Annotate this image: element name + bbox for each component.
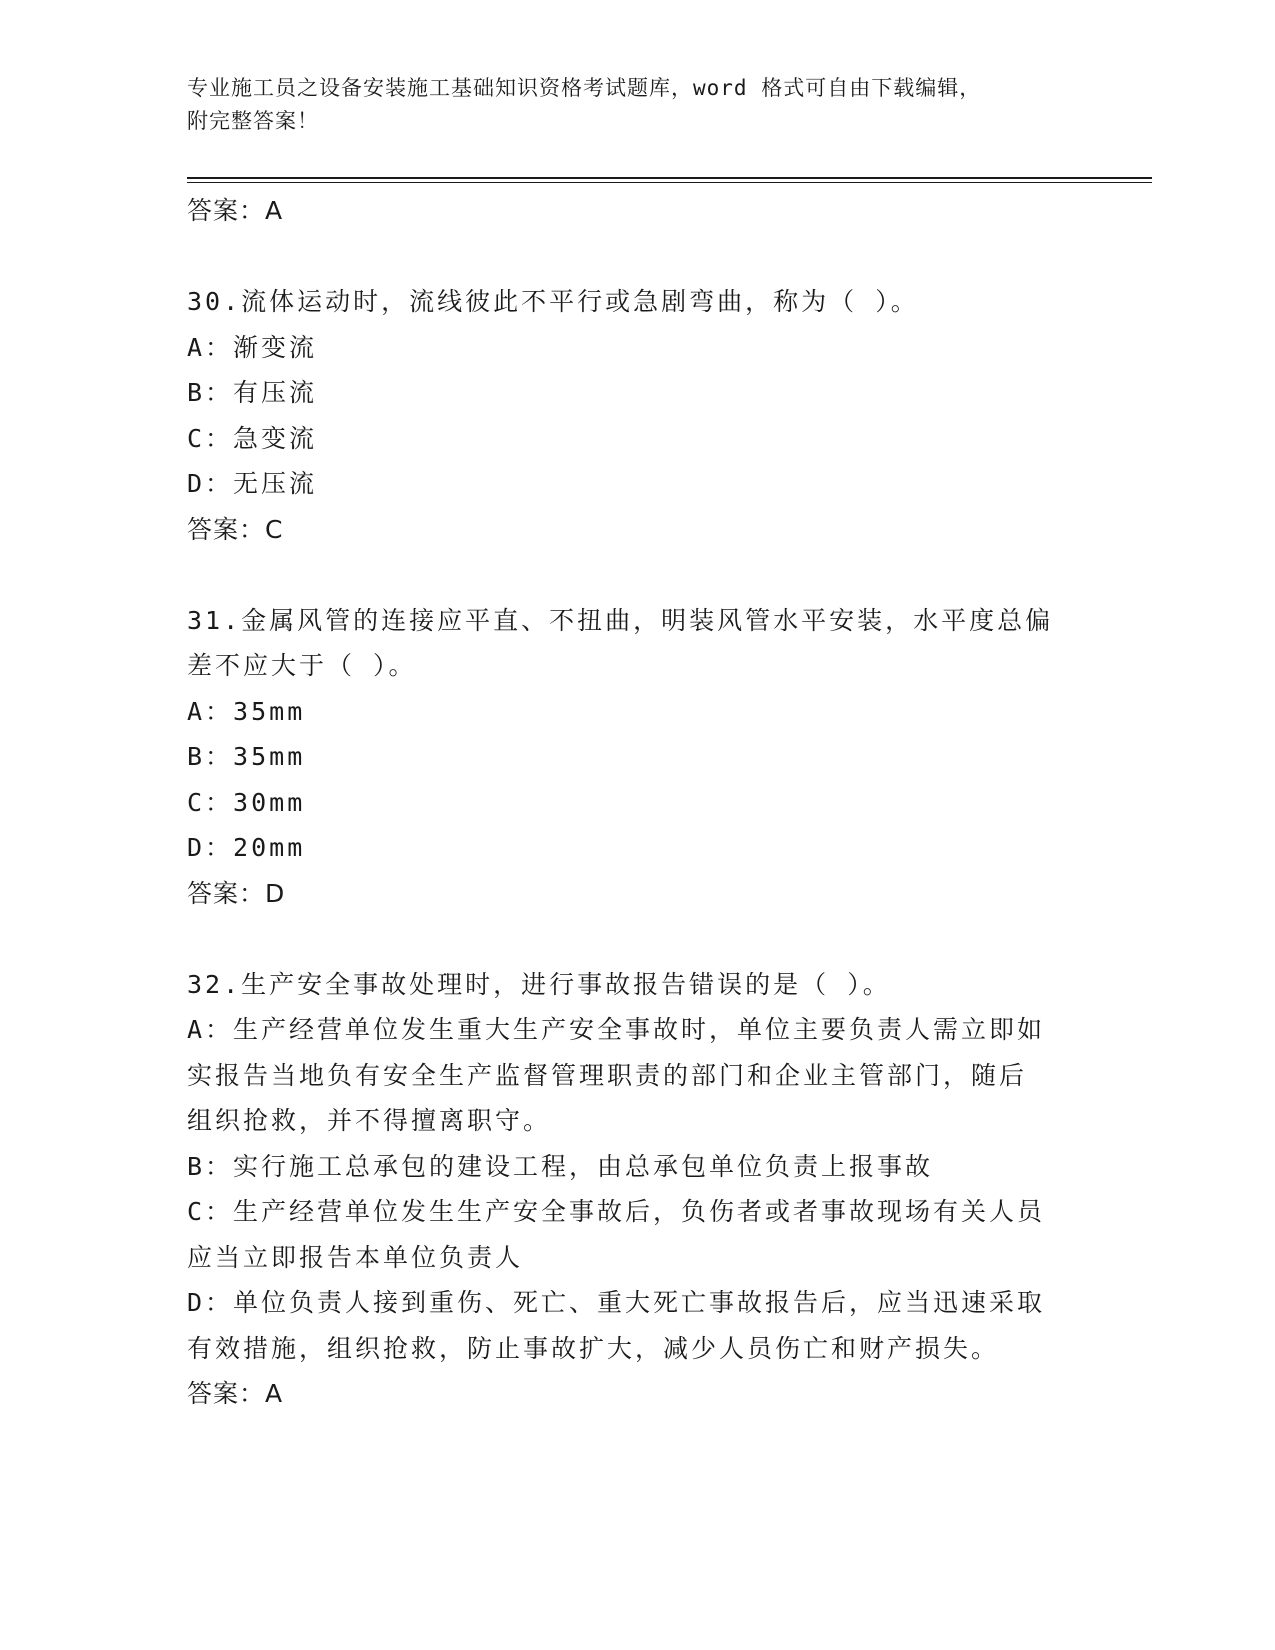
answer: 答案：C: [187, 514, 284, 544]
question-stem: 30.流体运动时，流线彼此不平行或急剧弯曲，称为（ ）。: [187, 287, 919, 316]
option-d-cont: 有效措施，组织抢救，防止事故扩大，减少人员伤亡和财产损失。: [187, 1333, 1000, 1363]
option-d: D：无压流: [187, 469, 318, 498]
question-31: [187, 598, 1087, 917]
spacer: [187, 916, 1087, 962]
option-a-cont: 实报告当地负有安全生产监督管理职责的部门和企业主管部门，随后: [187, 1060, 1028, 1090]
header-rule-thin: [187, 182, 1152, 183]
option-b: B：有压流: [187, 378, 318, 407]
document-header: [187, 72, 1087, 138]
previous-answer: 答案：A: [187, 196, 284, 225]
option-d: D：20mm: [187, 833, 306, 862]
header-line-1: 专业施工员之设备安装施工基础知识资格考试题库，word 格式可自由下载编辑，: [187, 76, 982, 100]
option-c-cont: 应当立即报告本单位负责人: [187, 1242, 524, 1272]
option-b: B：35mm: [187, 742, 306, 771]
option-c: C：30mm: [187, 787, 306, 817]
option-a: A：渐变流: [187, 332, 318, 362]
answer: 答案：D: [187, 878, 286, 908]
spacer: [187, 552, 1087, 598]
option-d: D：单位负责人接到重伤、死亡、重大死亡事故报告后，应当迅速采取: [187, 1288, 1046, 1317]
question-list: [187, 188, 1087, 1417]
question-30: [187, 279, 1087, 552]
option-a: A：35mm: [187, 696, 306, 726]
option-b: B：实行施工总承包的建设工程，由总承包单位负责上报事故: [187, 1151, 934, 1181]
option-a-cont: 组织抢救，并不得擅离职守。: [187, 1106, 552, 1135]
answer: 答案：A: [187, 1379, 284, 1408]
question-stem-cont: 差不应大于（ ）。: [187, 651, 417, 680]
option-a: A：生产经营单位发生重大生产安全事故时，单位主要负责人需立即如: [187, 1015, 1046, 1044]
option-c: C：急变流: [187, 423, 318, 453]
header-rule: [187, 177, 1152, 179]
header-line-2: 附完整答案！: [187, 109, 319, 133]
question-32: [187, 962, 1087, 1417]
option-c: C：生产经营单位发生生产安全事故后，负伤者或者事故现场有关人员: [187, 1197, 1046, 1226]
question-stem: 31.金属风管的连接应平直、不扭曲，明装风管水平安装，水平度总偏: [187, 605, 1054, 635]
spacer: [187, 234, 1087, 280]
question-stem: 32.生产安全事故处理时，进行事故报告错误的是（ ）。: [187, 969, 891, 999]
